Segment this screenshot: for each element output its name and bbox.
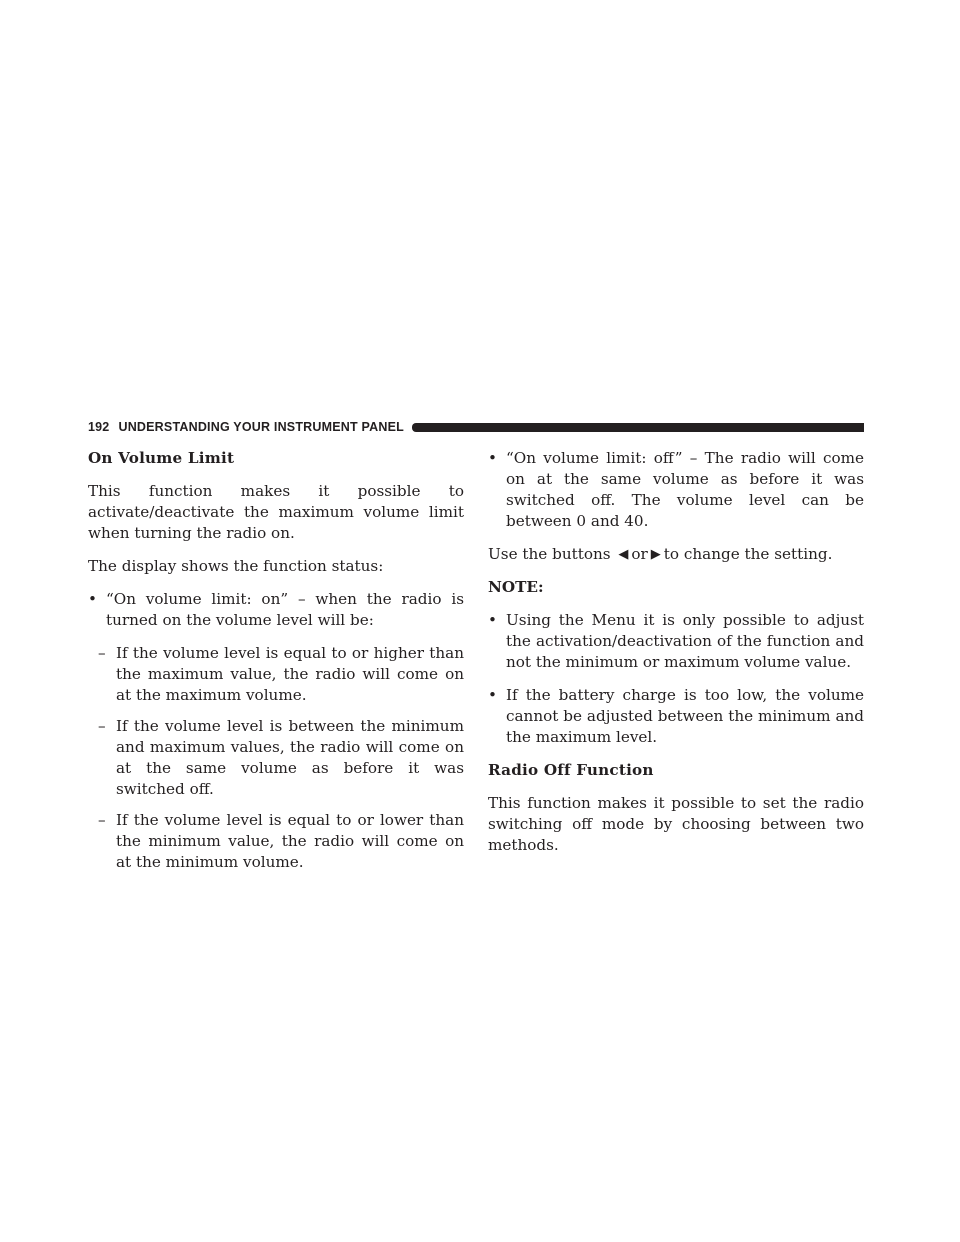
dash-item [98,643,464,706]
bullet-dot: • [488,686,497,704]
dash-text: If the volume level is equal to or higher than the maximum value, the radio will come on at the maximum volume. [116,644,464,704]
header-rule [412,423,864,432]
note-text: If the battery charge is too low, the volume cannot be adjusted between the minimum and the maximum level. [506,686,864,746]
paragraph: The display shows the function status: [88,557,384,575]
bullet-dot: • [488,449,497,467]
section-title: UNDERSTANDING YOUR INSTRUMENT PANEL [118,420,404,434]
buttons-or-text: or [631,545,648,563]
dash-text: If the volume level is between the minimum and maximum values, the radio will come on at the same volume as before it was switched off. [116,717,464,798]
page-number: 192 [88,420,110,434]
buttons-instruction [488,544,864,565]
dash-mark: – [98,644,106,662]
left-triangle-icon: ◀ [618,547,629,562]
dash-mark: – [98,811,106,829]
heading-radio-off-function: Radio Off Function [488,761,654,779]
right-column [488,448,864,868]
buttons-pre-text: Use the buttons [488,545,611,563]
dash-mark: – [98,717,106,735]
note-bullet [488,685,864,748]
dash-item [98,810,464,873]
dash-text: If the volume level is equal to or lower than the minimum value, the radio will come on at the minimum volume. [116,811,464,871]
note-bullet [488,610,864,673]
bullet-dot: • [488,611,497,629]
bullet-text: “On volume limit: on” – when the radio is turned on the volume level will be: [106,590,464,629]
dash-item [98,716,464,800]
paragraph: This function makes it possible to set the radio switching off mode by choosing between two methods. [488,794,864,854]
paragraph: This function makes it possible to activate/deactivate the maximum volume limit when turning the radio on. [88,482,464,542]
heading-on-volume-limit: On Volume Limit [88,449,235,467]
bullet-text: “On volume limit: off” – The radio will come on at the same volume as before it was switched off. The volume level can be between 0 and 40. [506,449,864,530]
bullet-item [88,589,464,631]
left-column [88,448,464,883]
bullet-dot: • [88,590,97,608]
bullet-item [488,448,864,532]
right-triangle-icon: ▶ [650,547,661,562]
note-text: Using the Menu it is only possible to adjust the activation/deactivation of the function and not the minimum or maximum volume value. [506,611,864,671]
page-header [88,418,864,436]
note-label: NOTE: [488,578,544,596]
buttons-post-text: to change the setting. [663,545,833,563]
